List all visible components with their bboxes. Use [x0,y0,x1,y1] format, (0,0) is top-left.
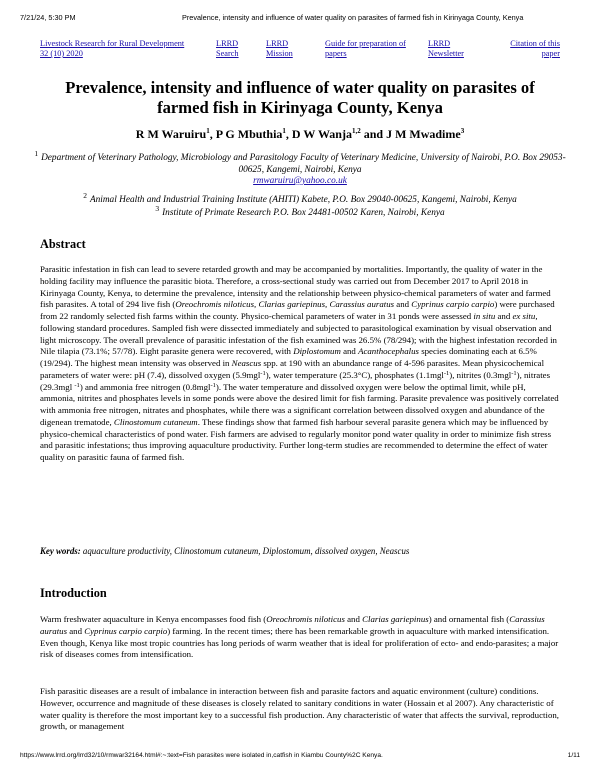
author-name: P G Mbuthia [215,127,283,141]
affiliation-2: $^2$ Animal Health and Industrial Training Institute (AHITI) Kabete, P.O. Box 29040-00625, Kangemi, Nairobi, Kenya [83,191,517,205]
print-url: https://www.lrrd.org/lrrd32/10/rmwar32164.html#:~:text=Fish parasites were isolated in,catfish in Kiambu County%2C Kenya. [20,752,383,759]
guide-papers-link[interactable]: Guide for preparation of papers [325,39,406,58]
print-page-title: Prevalence, intensity and influence of water quality on parasites of farmed fish in Kirinyaga County, Kenya [182,13,524,22]
keywords-label: Key words: [40,546,81,556]
lrrd-search-link[interactable]: LRRD Search [216,39,239,58]
abstract-text: Parasitic infestation in fish can lead to severe retarded growth and may be accompanied by mortalities. Importantly, the quality of water in the holding facility may influence the parasitic biota. Therefore, a cross-sectional study was carried out from December 2017 to April 2018 in Kirinyaga County, Kenya, to determine the prevalence, intensity and the relationship between physico-chemical parameters of water and farmed fish parasites. A total of 294 live fish (Oreochromis niloticus, Clarias gariepinus, Carassius auratus and Cyprinus carpio carpio) were purchased from 22 randomly selected fish farms within the county. Physico-chemical parameters of water in 31 ponds were assessed in situ and ex situ, following standard procedures. Sampled fish were dissected immediately and subjected to parasitological examination by visual observation and light microscopy. The overall prevalence of parasitic infestation of the fish examined was 26.5% (78/294); with the highest infestation recorded in Nile tilapia (73.1%; 57/78). Eight parasite genera were recovered, with Diplostomum and Acanthocephalus species dominating each at 6.5% (19/294). The highest mean intensity was observed in Neascus spp. at 190 with an abundance range of 4-596 parasites. Mean physicochemical parameters of water were: pH (7.4), dissolved oxygen (5.9mgl$^{-1}$), water temperature (25.3°C), phosphates (1.1mgl$^{-1}$), nitrites (0.3mgl$^{-1}$), nitrates (29.3mgl $^{-1}$) and ammonia free nitrogen (0.8mgl$^{-1}$). The water temperature and dissolved oxygen were below the optimal limit, while pH, ammonia, nitrites and phosphates levels in some ponds were above the desired limit for fish farming. Parasite prevalence was positively correlated with ammonia free nitrogen, nitrates and phosphates, while there was a significant correlation between dissolved oxygen and abundance of the digenean trematode, Clinostomum cutaneum. These findings show that farmed fish harbour several parasite genera which may be influenced by physico-chemical characteristics of pond water. Fish farmers are advised to regularly monitor pond water quality in order to minimize fish stress and parasitic infestations; thus improving aquaculture productivity. Further long-term studies are recommended to determine the effect of water quality on parasitic fauna of farmed fish. [40,264,559,462]
author-name: D W Wanja [291,127,352,141]
print-footer [20,752,580,764]
author-name: J M Mwadime [386,127,461,141]
author-name: R M Waruiru [135,127,207,141]
article-title: Prevalence, intensity and influence of water quality on parasites of farmed fish in Kirinyaga County, Kenya [65,78,535,117]
keywords: Key words: aquaculture productivity, Clinostomum cutaneum, Diplostomum, dissolved oxygen, Neascus [40,546,410,556]
introduction-paragraph-2: Fish parasitic diseases are a result of imbalance in interaction between fish and parasite factors and aquatic environment (culture) conditions. However, occurrence and magnitude of these diseases is closely related to sanitary conditions in water (Hossain et al 2007). Any characteristic of water quality is therefore the most important key to a successful fish production. Any characteristic of water that affects the survival, reproduction, growth, or management [40,686,559,732]
lrrd-newsletter-link[interactable]: LRRD Newsletter [428,39,464,58]
author-list: R M Waruiru$^1$, P G Mbuthia$^1$, D W Wanja$^{1,2}$ and J M Mwadime$^3$ [135,127,465,141]
print-datetime: 7/21/24, 5:30 PM [20,13,76,22]
journal-issue-link[interactable]: Livestock Research for Rural Development 32 (10) 2020 [40,39,185,58]
print-header [20,13,580,25]
page-number: 1/11 [567,752,580,759]
affiliation-3: $^3$ Institute of Primate Research P.O. Box 24481-00502 Karen, Nairobi, Kenya [155,204,445,218]
abstract-heading: Abstract [40,237,86,251]
author-email-link[interactable]: rmwaruiru@yahoo.co.uk [253,176,347,186]
affiliation-1: $^1$ Department of Veterinary Pathology, Microbiology and Parasitology Faculty of Veterinary Medicine, University of Nairobi, P.O. Box 29053-00625, Kangemi, Nairobi, Kenya rmwaruiru@yahoo.co.uk [34,149,566,186]
citation-link[interactable]: Citation of this paper [510,39,560,58]
introduction-heading: Introduction [40,586,107,600]
lrrd-mission-link[interactable]: LRRD Mission [266,39,293,58]
introduction-paragraph-1: Warm freshwater aquaculture in Kenya encompasses food fish (Oreochromis niloticus and Clarias gariepinus) and ornamental fish (Carassius auratus and Cyprinus carpio carpio) farming. In the recent times; there has been remarkable growth in aquaculture with marked intensification. Even though, Kenya like most tropic countries has long periods of warm weather that is ideal for proliferation of ecto- and endo-parasites; a major risk of diseases comes from intensification. [40,614,559,660]
